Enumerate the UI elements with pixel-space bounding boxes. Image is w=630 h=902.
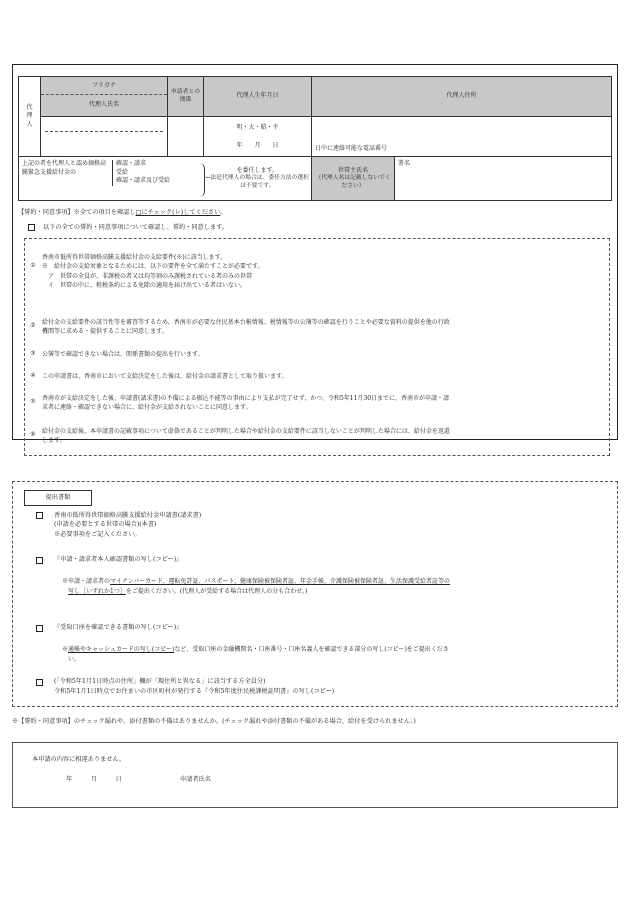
all-agree-row[interactable]	[28, 224, 228, 232]
confirmation-date[interactable]: 年 月 日	[66, 776, 122, 783]
option-receive[interactable]: 受給	[116, 168, 129, 176]
documents-title: 提出書類	[24, 490, 92, 506]
consent-item-line: ア 世帯の全員が、非課税の者又は均等割のみ課税されている者のみの世帯	[42, 272, 253, 280]
consent-item-line: 香南市が支給決定をした後、申請書(請求書)の不備による振込不能等の事由により支払が完了せず、かつ、令和5年11月30日までに、香南市が申請・請	[42, 395, 450, 402]
relation-header: 申請者との関係	[168, 77, 204, 117]
agent-label: 代理人	[19, 77, 41, 157]
consent-item-line: 求者に連絡・確認できない場合に、給付金が支給されないことに同意します。	[42, 404, 252, 412]
consent-item	[32, 427, 602, 446]
doc4-text: (「令和5年1月1日時点の住所」欄が「現住所と異なる」に該当する方全員分) 令和5年1月1日時点でお住まいの市区町村が発行する『令和5年度住民税課税証明書』の写し(コピー)	[54, 678, 335, 695]
agent-table	[18, 76, 612, 201]
consent-item-line: 給付金の支給要件の該当性等を審査等するため、香南市が必要な住民基本台帳情報、税情報等の公簿等の確認を行うことや必要な資料の提供を他の行政	[42, 319, 450, 326]
household-head-label: 世帯主氏名	[337, 166, 368, 174]
option-confirm-request[interactable]: 確認・請求	[116, 160, 147, 167]
consent-item	[32, 372, 602, 381]
doc2-checkbox[interactable]	[36, 557, 43, 565]
delegation-options[interactable]	[112, 160, 170, 186]
doc1-checkbox[interactable]	[36, 512, 43, 520]
consent-item-line: 給付金の支給後、本申請書の記載事項について虚偽であることが判明した場合や給付金の支給要件に該当しないことが判明した場合には、給付金を返還	[42, 428, 450, 435]
consent-item-line: 香南市低所得世帯価格高騰支援給付金の支給要件(※)に該当します。	[42, 254, 227, 261]
doc2-title: 『申請・請求者本人確認書類の写し(コピー)』	[54, 556, 183, 563]
all-agree-text: 以下の全ての誓約・同意事項について確認し、誓約・同意します。	[42, 224, 228, 231]
relation-field[interactable]	[168, 117, 204, 157]
agent-name-header: 代理人氏名	[88, 101, 119, 108]
delegation-text: 上記の者を代理人と認め価格高騰緊急支援給付金の	[22, 160, 107, 176]
address-header: 代理人住所	[312, 77, 612, 117]
doc4-checkbox[interactable]	[36, 679, 43, 687]
consent-item-line: します。	[42, 437, 66, 445]
birth-date-field[interactable]: 年 月 日	[236, 142, 279, 149]
furigana-label: フリガナ	[92, 82, 116, 89]
consent-item-number: ②	[30, 322, 36, 329]
consent-item-number: ⑥	[30, 431, 36, 438]
household-head-note: （代理人名は記載しないでください）	[315, 174, 391, 189]
signature-label: 署名	[398, 160, 411, 167]
consent-item-line: 公簿等で確認できない場合は、関係書類の提出を行います。	[42, 351, 204, 358]
consent-header: 【誓約・同意事項】※全ての項目を確認し□にチェック(レ)してください。	[18, 209, 227, 216]
consent-item-line: この申請書は、香南市において支給決定をした後は、給付金の請求書として取り扱います。	[42, 373, 288, 380]
birth-header: 代理人生年月日	[204, 77, 312, 117]
all-agree-checkbox[interactable]	[28, 224, 35, 231]
confirmation-text: 本申請の内容に相違ありません。	[32, 756, 126, 763]
confirmation-box	[12, 742, 618, 808]
era-options[interactable]: 明・大・昭・平	[236, 124, 279, 131]
agent-name-field[interactable]	[41, 117, 168, 157]
consent-item	[32, 350, 602, 359]
consent-item-line: イ 世帯の中に、租税条約による免除の適用を届け出ている者はいない。	[42, 281, 247, 289]
option-both[interactable]: 確認・請求及び受給	[116, 177, 171, 185]
footer-note: ※【誓約・同意事項】のチェック漏れや、添付書類の不備はありませんか。(チェック漏れや添付書類の不備がある場合、給付を受けられません。)	[12, 718, 416, 725]
consent-item-line: 機関等に求める・提供することに同意します。	[42, 328, 168, 336]
consent-item-number: ①	[30, 262, 36, 269]
doc3-checkbox[interactable]	[36, 625, 43, 633]
consent-item-line: ※ 給付金の支給対象となるためには、以下の要件を全て満たすことが必要です。	[42, 263, 264, 271]
consent-item	[32, 318, 602, 337]
consent-item-number: ⑤	[30, 398, 36, 405]
consent-instruction-link: □にチェック(レ)してください	[135, 209, 221, 216]
doc3-title: 『受取口座を確認できる書類の写し(コピー)』	[54, 624, 183, 631]
consent-item	[32, 394, 602, 413]
consent-item-number: ③	[30, 350, 36, 357]
doc3-note: ※通帳やキャッシュカードの写し(コピー)など、受取口座の金融機関名・口座番号・口座名義人を確認できる部分の写し(コピー)をご提出くださ い。	[62, 646, 449, 663]
delegation-note: ←法廷代理人の場合は、委任方法の選択は不要です。	[205, 174, 309, 189]
delegation-suffix: を委任します。	[236, 166, 279, 174]
applicant-name-label: 申請者氏名	[180, 776, 211, 783]
doc2-note: ※申請・請求者のマイナンバーカード、運転免許証、パスポート、健康保険被保険者証、年金手帳、介護保険被保険者証、生活保護受給者証等の 写し［いずれか1つ］をご提出ください。(代理人が受給する場合は代理人の分も合わせ。)	[62, 578, 450, 595]
consent-item-number: ④	[30, 372, 36, 379]
phone-label: 日中に連絡可能な電話番号	[315, 144, 388, 152]
consent-item	[32, 253, 602, 290]
doc1-text: 香南市低所得世帯価格高騰支援給付金申請書(請求書) (申請を必要とする世帯の場合)(本書) ※必要事項をご記入ください。	[54, 512, 202, 538]
